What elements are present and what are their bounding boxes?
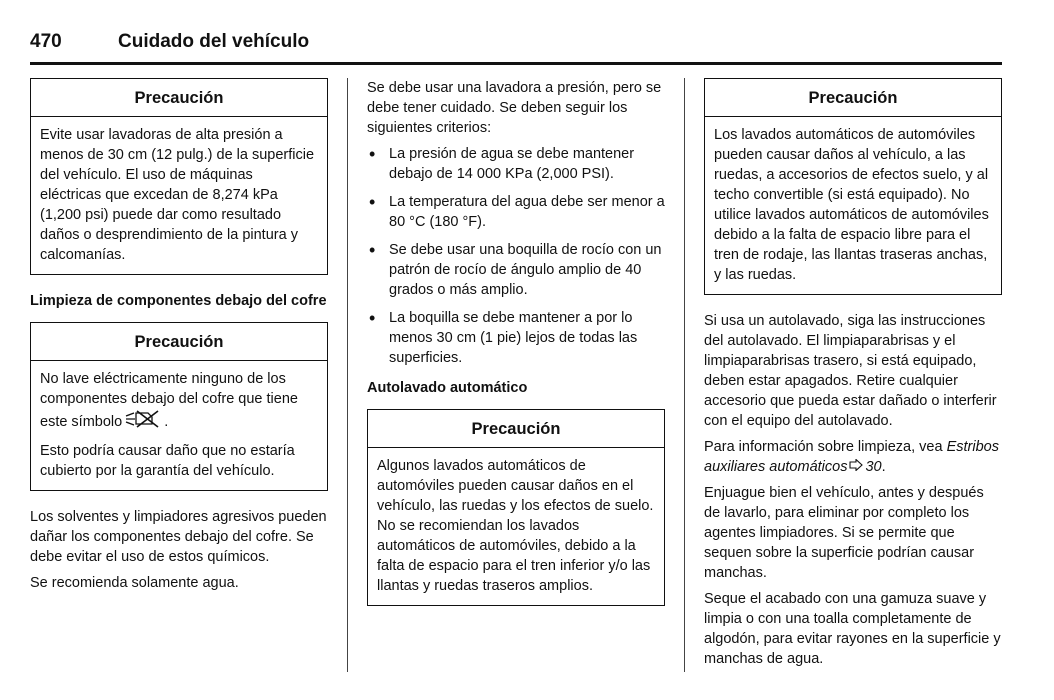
list-item: • La temperatura del agua debe ser menor a 80 °C (180 °F). [367,192,665,232]
column-left [30,78,328,599]
cross-reference-link[interactable]: Estribos auxiliares automáticos [704,439,999,475]
caution-text: Esto podría causar daño que no estaría cubierto por la garantía del vehículo. [40,443,295,479]
column-divider [684,78,685,672]
header-rule [30,62,1002,65]
caution-text: Algunos lavados automáticos de automóviles pueden causar daños en el vehículo, las ruedas y los efectos de suelo. No se recomiendan los lavados automáticos de automóviles, debido a la falta de espacio para el tren inferior y/o las llantas y ruedas traseros amplios. [377,458,654,594]
body-paragraph: Para información sobre limpieza, vea Estribos auxiliares automáticos 30. [704,437,1002,477]
criteria-list [367,144,665,368]
caution-title: Precaución [368,410,664,448]
page-reference-number[interactable]: 30 [865,459,882,475]
caution-box [704,78,1002,295]
body-paragraph: Seque el acabado con una gamuza suave y limpia o con una toalla completamente de algodón, para evitar rayones en la superficie y manchas de agua. [704,591,1001,668]
page-reference-arrow-icon [849,457,863,477]
caution-text: Los lavados automáticos de automóviles pueden causar daños al vehículo, a las ruedas, a accesorios de efectos suelo, y al techo convertible (si está equipado). No utilice lavados automáticos de automóviles debido a la falta de espacio libre para el tren de rodaje, las llantas traseras anchas, y las ruedas. [714,127,989,283]
caution-title: Precaución [705,79,1001,117]
body-paragraph: Se debe usar una lavadora a presión, pero se debe tener cuidado. Se deben seguir los siguientes criterios: [367,80,662,136]
caution-text: Evite usar lavadoras de alta presión a menos de 30 cm (12 pulg.) de la superficie del vehículo. El uso de máquinas eléctricas que excedan de 8,274 kPa (1,200 psi) puede dar como resultado daños o desprendimiento de la pintura y calcomanías. [40,127,315,263]
column-middle [367,78,665,622]
caution-text: No lave eléctricamente ninguno de los componentes debajo del cofre que tiene este símbolo . [40,369,318,435]
caution-box [30,322,328,491]
no-pressure-wash-icon [124,409,164,435]
caution-box [30,78,328,275]
body-paragraph: Los solventes y limpiadores agresivos pueden dañar los componentes debajo del cofre. Se debe evitar el uso de estos químicos. [30,509,327,565]
running-title: Cuidado del vehículo [118,31,310,52]
list-item: • La boquilla se debe mantener a por lo menos 30 cm (1 pie) lejos de todas las superficies. [367,308,665,368]
caution-box [367,409,665,606]
page-number: 470 [30,31,62,52]
body-paragraph: Si usa un autolavado, siga las instrucciones del autolavado. El limpiaparabrisas y el limpiaparabrisas trasero, si está equipado, deben estar apagados. Retire cualquier accesorio que pueda estar dañado o interferir con el equipo del autolavado. [704,313,997,429]
list-item: • Se debe usar una boquilla de rocío con un patrón de rocío de ángulo amplio de 40 grados o más amplio. [367,240,665,300]
column-right [704,78,1002,675]
caution-title: Precaución [31,323,327,361]
list-item: • La presión de agua se debe mantener debajo de 14 000 KPa (2,000 PSI). [367,144,665,184]
section-heading: Autolavado automático [367,380,528,396]
body-paragraph: Se recomienda solamente agua. [30,575,239,591]
column-divider [347,78,348,672]
body-paragraph: Enjuague bien el vehículo, antes y después de lavarlo, para eliminar por completo los agentes limpiadores. Si se permite que sequen sobre la superficie podrían causar manchas. [704,485,984,582]
section-heading: Limpieza de componentes debajo del cofre [30,293,327,309]
caution-title: Precaución [31,79,327,117]
page-header [30,30,1002,64]
